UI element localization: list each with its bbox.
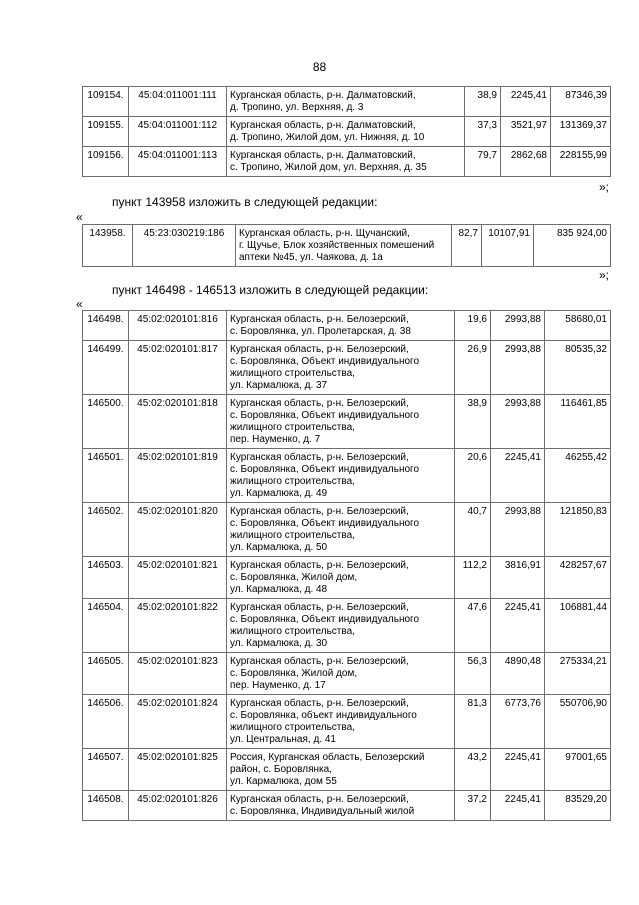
cadastral-number: 45:02:020101:819	[129, 449, 227, 503]
cadastral-number: 45:02:020101:817	[129, 341, 227, 395]
cadastral-value-cell: 97001,65	[545, 749, 611, 791]
area-cell: 38,9	[465, 87, 501, 117]
page-number: 88	[312, 60, 327, 74]
table-row	[83, 147, 611, 177]
address-cell: Курганская область, р-н. Далматовский, с. Тропино, Жилой дом, ул. Верхняя, д. 35	[227, 147, 465, 177]
row-number: 146506.	[83, 695, 129, 749]
address-cell: Курганская область, р-н. Белозерский, с. Боровлянка, Жилой дом, ул. Кармалюка, д. 48	[227, 557, 455, 599]
address-cell: Курганская область, р-н. Белозерский, с. Боровлянка, Индивидуальный жилой	[227, 791, 455, 821]
address-cell: Курганская область, р-н. Белозерский, с. Боровлянка, Объект индивидуального жилищного строительства, ул. Кармалюка, д. 30	[227, 599, 455, 653]
row-number: 109155.	[83, 117, 129, 147]
unit-price-cell: 2993,88	[491, 503, 545, 557]
row-number: 146500.	[83, 395, 129, 449]
unit-price-cell: 2245,41	[491, 749, 545, 791]
cadastral-value-cell: 835 924,00	[534, 225, 611, 267]
area-cell: 47,6	[455, 599, 491, 653]
cadastral-value-cell: 46255,42	[545, 449, 611, 503]
cadastral-number: 45:02:020101:818	[129, 395, 227, 449]
cadastral-number: 45:23:030219:186	[133, 225, 236, 267]
row-number: 146502.	[83, 503, 129, 557]
table-row	[83, 695, 611, 749]
area-cell: 20,6	[455, 449, 491, 503]
area-cell: 40,7	[455, 503, 491, 557]
cadastral-number: 45:04:011001:112	[129, 117, 227, 147]
area-cell: 26,9	[455, 341, 491, 395]
row-number: 146505.	[83, 653, 129, 695]
cadastral-value-cell: 116461,85	[545, 395, 611, 449]
area-cell: 19,6	[455, 311, 491, 341]
unit-price-cell: 3816,91	[491, 557, 545, 599]
unit-price-cell: 2993,88	[491, 395, 545, 449]
row-number: 146503.	[83, 557, 129, 599]
area-cell: 56,3	[455, 653, 491, 695]
row-number: 146499.	[83, 341, 129, 395]
cadastral-value-cell: 87346,39	[551, 87, 611, 117]
address-cell: Курганская область, р-н. Далматовский, д. Тропино, ул. Верхняя, д. 3	[227, 87, 465, 117]
area-cell: 82,7	[452, 225, 482, 267]
table-row	[83, 599, 611, 653]
row-number: 109156.	[83, 147, 129, 177]
amendment-instruction: пункт 146498 - 146513 изложить в следующей редакции:	[112, 283, 429, 297]
row-number: 143958.	[83, 225, 133, 267]
area-cell: 37,2	[455, 791, 491, 821]
address-cell: Курганская область, р-н. Далматовский, д. Тропино, Жилой дом, ул. Нижняя, д. 10	[227, 117, 465, 147]
unit-price-cell: 2245,41	[501, 87, 551, 117]
amendment-instruction: пункт 143958 изложить в следующей редакции:	[112, 195, 378, 209]
cadastral-number: 45:04:011001:113	[129, 147, 227, 177]
area-cell: 37,3	[465, 117, 501, 147]
address-cell: Курганская область, р-н. Белозерский, с. Боровлянка, Объект индивидуального жилищного строительства, ул. Кармалюка, д. 37	[227, 341, 455, 395]
area-cell: 79,7	[465, 147, 501, 177]
area-cell: 38,9	[455, 395, 491, 449]
cadastral-value-cell: 428257,67	[545, 557, 611, 599]
area-cell: 112,2	[455, 557, 491, 599]
cadastral-number: 45:02:020101:826	[129, 791, 227, 821]
property-table-1	[82, 86, 611, 177]
cadastral-value-cell: 275334,21	[545, 653, 611, 695]
cadastral-value-cell: 80535,32	[545, 341, 611, 395]
property-table-2	[82, 224, 611, 267]
address-cell: Курганская область, р-н. Белозерский, с. Боровлянка, Объект индивидуального жилищного строительства, ул. Кармалюка, д. 50	[227, 503, 455, 557]
unit-price-cell: 2245,41	[491, 449, 545, 503]
unit-price-cell: 2245,41	[491, 599, 545, 653]
table-row	[83, 225, 611, 267]
area-cell: 43,2	[455, 749, 491, 791]
address-cell: Курганская область, р-н. Белозерский, с. Боровлянка, Жилой дом, пер. Науменко, д. 17	[227, 653, 455, 695]
address-cell: Россия, Курганская область, Белозерский район, с. Боровлянка, ул. Кармалюка, дом 55	[227, 749, 455, 791]
address-cell: Курганская область, р-н. Белозерский, с. Боровлянка, объект индивидуального жилищного строительства, ул. Центральная, д. 41	[227, 695, 455, 749]
area-cell: 81,3	[455, 695, 491, 749]
table-row	[83, 395, 611, 449]
cadastral-value-cell: 106881,44	[545, 599, 611, 653]
row-number: 146501.	[83, 449, 129, 503]
unit-price-cell: 2862,68	[501, 147, 551, 177]
table-row	[83, 653, 611, 695]
property-table-3	[82, 310, 611, 821]
row-number: 146508.	[83, 791, 129, 821]
cadastral-number: 45:04:011001:111	[129, 87, 227, 117]
cadastral-value-cell: 121850,83	[545, 503, 611, 557]
address-cell: Курганская область, р-н. Щучанский, г. Щучье, Блок хозяйственных помешений аптеки №45, ул. Чаякова, д. 1а	[236, 225, 452, 267]
cadastral-number: 45:02:020101:824	[129, 695, 227, 749]
cadastral-number: 45:02:020101:816	[129, 311, 227, 341]
unit-price-cell: 2993,88	[491, 311, 545, 341]
cadastral-number: 45:02:020101:823	[129, 653, 227, 695]
unit-price-cell: 6773,76	[491, 695, 545, 749]
row-number: 146498.	[83, 311, 129, 341]
table-row	[83, 87, 611, 117]
unit-price-cell: 2245,41	[491, 791, 545, 821]
address-cell: Курганская область, р-н. Белозерский, с. Боровлянка, Объект индивидуального жилищного строительства, пер. Науменко, д. 7	[227, 395, 455, 449]
table-row	[83, 311, 611, 341]
table-row	[83, 341, 611, 395]
unit-price-cell: 3521,97	[501, 117, 551, 147]
closing-quote: »;	[598, 180, 609, 194]
cadastral-number: 45:02:020101:820	[129, 503, 227, 557]
unit-price-cell: 10107,91	[482, 225, 534, 267]
unit-price-cell: 2993,88	[491, 341, 545, 395]
cadastral-number: 45:02:020101:822	[129, 599, 227, 653]
row-number: 146507.	[83, 749, 129, 791]
table-row	[83, 449, 611, 503]
table-row	[83, 791, 611, 821]
closing-quote: »;	[598, 268, 609, 282]
table-row	[83, 503, 611, 557]
row-number: 146504.	[83, 599, 129, 653]
cadastral-number: 45:02:020101:825	[129, 749, 227, 791]
cadastral-value-cell: 83529,20	[545, 791, 611, 821]
opening-quote: «	[76, 210, 83, 224]
unit-price-cell: 4890,48	[491, 653, 545, 695]
table-row	[83, 557, 611, 599]
cadastral-value-cell: 228155,99	[551, 147, 611, 177]
table-row	[83, 117, 611, 147]
address-cell: Курганская область, р-н. Белозерский, с. Боровлянка, Объект индивидуального жилищного строительства, ул. Кармалюка, д. 49	[227, 449, 455, 503]
row-number: 109154.	[83, 87, 129, 117]
cadastral-number: 45:02:020101:821	[129, 557, 227, 599]
address-cell: Курганская область, р-н. Белозерский, с. Боровлянка, ул. Пролетарская, д. 38	[227, 311, 455, 341]
cadastral-value-cell: 58680,01	[545, 311, 611, 341]
cadastral-value-cell: 550706,90	[545, 695, 611, 749]
opening-quote: «	[76, 297, 83, 311]
table-row	[83, 749, 611, 791]
cadastral-value-cell: 131369,37	[551, 117, 611, 147]
